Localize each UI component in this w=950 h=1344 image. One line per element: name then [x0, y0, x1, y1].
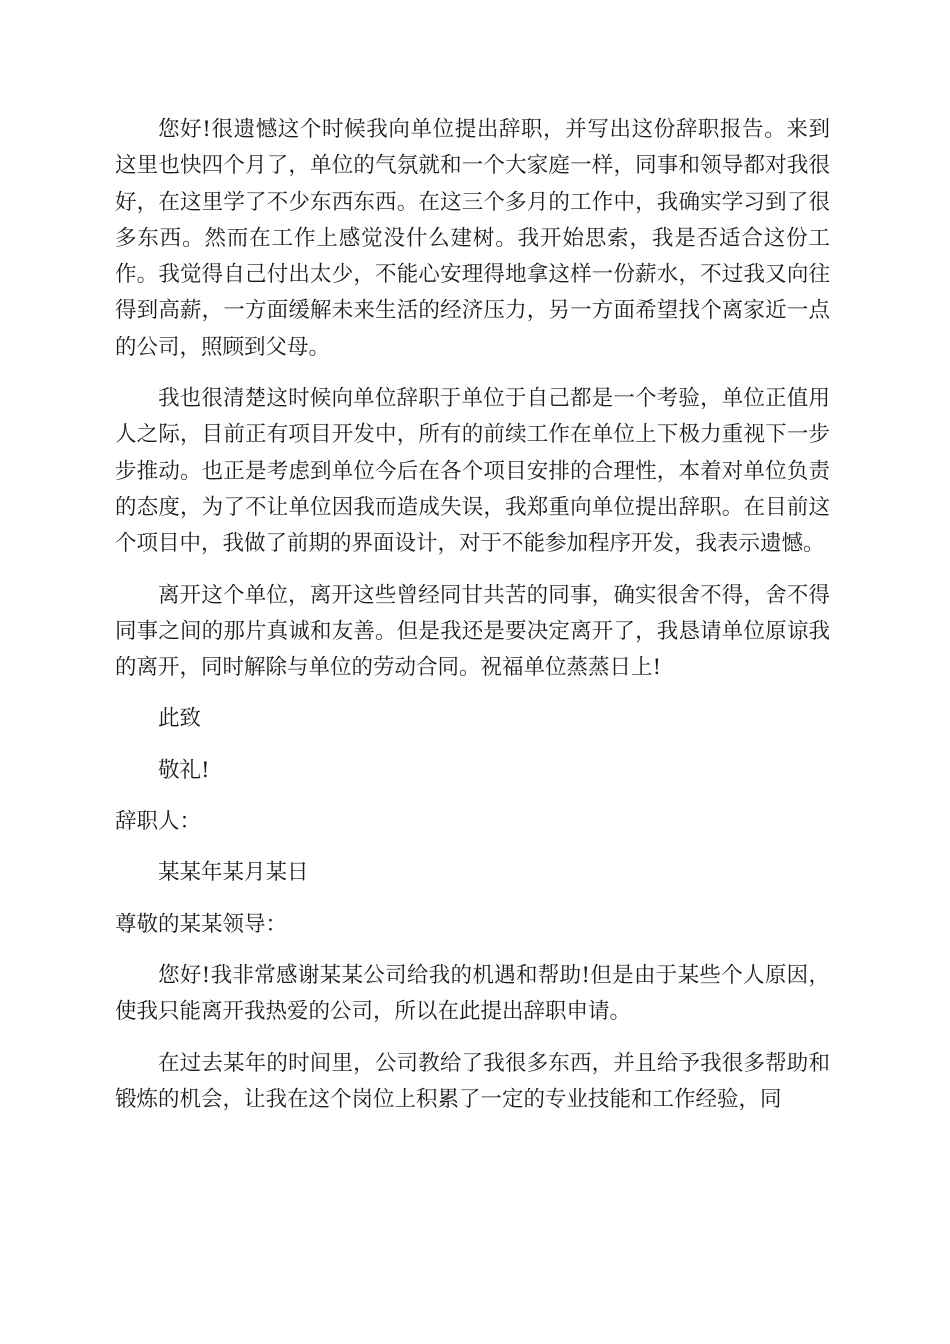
closing-cizhi: 此致 — [158, 706, 202, 732]
document-page — [115, 112, 830, 1133]
letter-date: 某某年某月某日 — [158, 860, 309, 886]
letter2-paragraph-2: 在过去某年的时间里，公司教给了我很多东西，并且给予我很多帮助和锻炼的机会，让我在这个岗位上积累了一定的专业技能和工作经验，同 — [115, 1050, 830, 1112]
letter1-paragraph-1: 您好!很遗憾这个时候我向单位提出辞职，并写出这份辞职报告。来到这里也快四个月了，单位的气氛就和一个大家庭一样，同事和领导都对我很好，在这里学了不少东西东西。在这三个多月的工作中，我确实学习到了很多东西。然而在工作上感觉没什么建树。我开始思索，我是否适合这份工作。我觉得自己付出太少，不能心安理得地拿这样一份薪水，不过我又向往得到高薪，一方面缓解未来生活的经济压力，另一方面希望找个离家近一点的公司，照顾到父母。 — [115, 117, 830, 360]
letter1-paragraph-3: 离开这个单位，离开这些曾经同甘共苦的同事，确实很舍不得，舍不得同事之间的那片真诚和友善。但是我还是要决定离开了，我恳请单位原谅我的离开，同时解除与单位的劳动合同。祝福单位蒸蒸日上! — [115, 582, 830, 681]
closing-jingli: 敬礼! — [158, 757, 210, 783]
signer-label: 辞职人： — [115, 809, 202, 835]
letter2-paragraph-1: 您好!我非常感谢某某公司给我的机遇和帮助!但是由于某些个人原因，使我只能离开我热爱的公司，所以在此提出辞职申请。 — [115, 962, 830, 1025]
letter1-paragraph-2: 我也很清楚这时候向单位辞职于单位于自己都是一个考验，单位正值用人之际，目前正有项目开发中，所有的前续工作在单位上下极力重视下一步步推动。也正是考虑到单位今后在各个项目安排的合理性，本着对单位负责的态度，为了不让单位因我而造成失误，我郑重向单位提出辞职。在目前这个项目中，我做了前期的界面设计，对于不能参加程序开发，我表示遗憾。 — [115, 386, 830, 557]
letter2-salutation: 尊敬的某某领导： — [115, 911, 288, 937]
